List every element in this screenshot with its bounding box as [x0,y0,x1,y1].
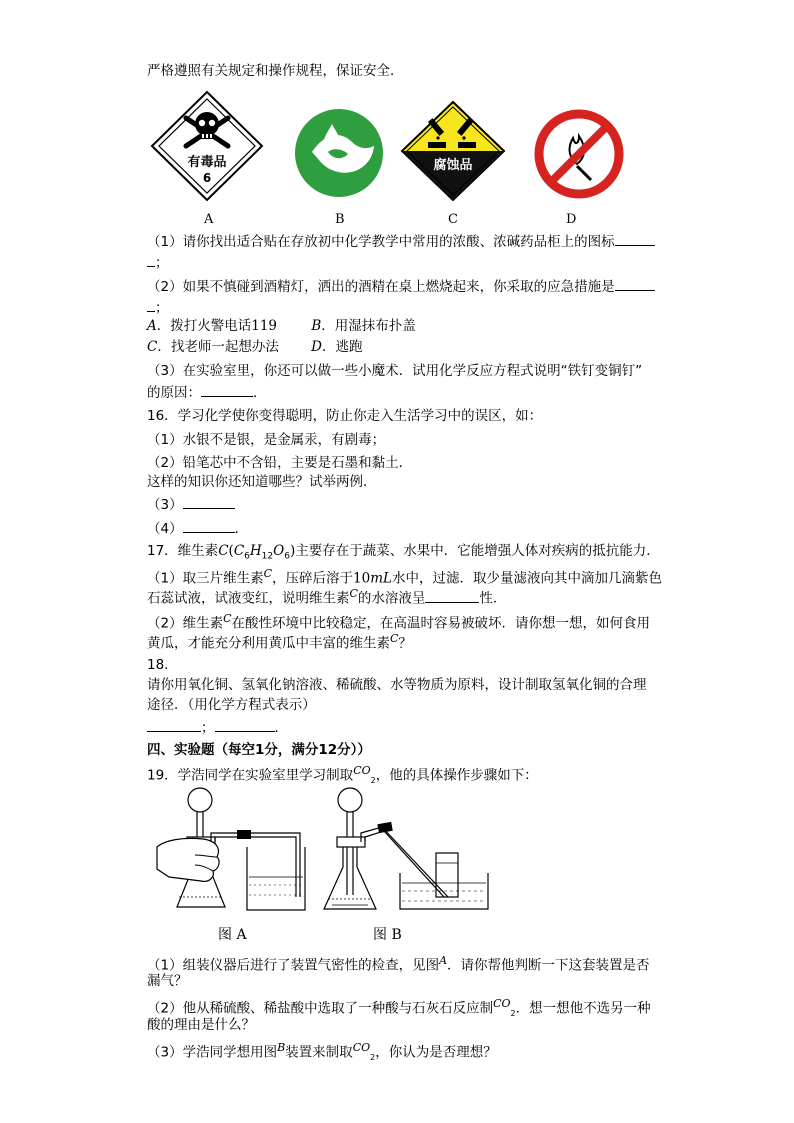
q19-title-a: 19．学浩同学在实验室里学习制取 [147,767,354,784]
formula: H [249,543,262,559]
q17-l4a: 黄瓜，才能充分利用黄瓜中丰富的维生素 [147,635,390,652]
vitamin-c: C [263,567,273,580]
q16-line4-text: （3） [147,497,183,513]
co2-sub: 2 [510,1009,516,1019]
q15-options-ab [147,316,416,336]
co2-formula: CO [493,997,511,1010]
corrosive-sign-icon [400,100,506,202]
answer-blank[interactable] [147,717,201,732]
q16-line3: 这样的知识你还知道哪些？试举两例． [147,474,377,490]
vitamin-c: C [390,632,399,645]
figure-ref: A [439,954,448,967]
corrosive-sign-text: 腐蚀品 [433,158,473,173]
q19-l3b: ．想一想他不选另一种 [515,1000,651,1017]
q19-l1b: ．请你帮他判断一下这套装置是否 [447,957,650,974]
q17-l2b: 的水溶液呈 [357,590,426,607]
q19-line1 [147,951,650,976]
formula: C [218,543,229,559]
q17-title-b: 主要存在于蔬菜、水果中．它能增强人体对疾病的抵抗能力． [295,543,660,559]
option-b-letter: B [311,318,322,334]
q15-part1-text: （1）请你找出适合贴在存放初中化学教学中常用的浓酸、浓碱药品柜上的图标 [147,234,615,250]
toxic-sign-icon [150,90,264,202]
q15-part2 [147,276,655,297]
answer-blank[interactable] [201,382,253,397]
formula: ( [228,543,234,559]
answer-blank[interactable] [215,717,275,732]
q15-part2-text: （2）如果不慎碰到酒精灯，洒出的酒精在桌上燃烧起来，你采取的应急措施是 [147,279,615,295]
separator: ； [201,720,215,736]
toxic-sign-text: 有毒品 [187,155,227,170]
figure-a-caption: 图 A [218,927,247,943]
q16-title: 16．学习化学使你变得聪明，防止你走入生活学习中的误区，如： [147,408,543,424]
figure-ref: B [277,1041,286,1054]
q18-line2: 途径．（用化学方程式表示） [147,697,316,713]
q18-line3 [147,717,288,738]
q19-l3a: （2）他从稀硫酸、稀盐酸中选取了一种酸与石灰石反应制 [147,1000,494,1017]
answer-blank[interactable] [615,231,655,246]
co2-formula: CO [353,764,371,777]
sign-label-c: C [448,212,458,227]
q16-line1: （1）水银不是银，是金属汞，有剧毒； [147,432,386,448]
formula-sub: 6 [284,551,290,562]
water-saving-sign-icon [292,108,386,198]
option-d-letter: D [311,339,322,355]
sign-label-a: A [204,212,214,227]
no-open-flame-sign-icon [533,108,625,200]
formula: O [273,543,285,559]
figure-b-caption: 图 B [373,927,402,943]
volume-unit: mL [370,570,392,587]
period: ． [234,521,249,537]
answer-blank[interactable] [183,518,235,533]
vitamin-c: C [349,587,358,600]
co2-formula: CO [352,1041,371,1054]
q15-part3-cont [147,382,267,403]
q19-title-b: ，他的具体操作步骤如下： [375,767,538,784]
figure-a-apparatus [155,785,315,920]
q19-line4: 酸的理由是什么？ [147,1017,255,1033]
q19-line2: 漏气？ [147,973,188,989]
option-c-letter: C [147,339,158,355]
sign-label-b: B [335,212,345,227]
co2-sub: 2 [370,776,376,786]
volume-number: 10 [353,570,371,587]
formula: ) [289,543,296,559]
q19-l5c: ，你认为是否理想？ [375,1044,497,1061]
q16-line5-text: （4） [147,521,183,537]
option-a-text: ．拨打火警电话 [156,318,252,334]
q17-title-a: 17．维生素 [147,543,219,559]
q17-l3a: （2）维生素 [147,615,224,632]
q19-line5 [147,1038,497,1068]
q19-l5b: 装置来制取 [285,1044,353,1061]
q15-options-cd [147,337,362,357]
q15-part2-tail [147,297,169,318]
q15-part3-cont-text: 的原因： [147,385,201,401]
answer-blank[interactable] [147,252,155,267]
q16-line4 [147,494,235,515]
formula-sub: 12 [261,551,274,562]
option-a-number: 119 [251,318,278,334]
co2-sub: 2 [370,1053,376,1063]
q19-l5a: （3）学浩同学想用图 [147,1044,278,1061]
section-4-heading: 四、实验题（每空1分，满分12分）） [147,742,371,758]
q17-l1b: ，压碎后溶于 [272,570,354,587]
q15-part3: （3）在实验室里，你还可以做一些小魔术．试用化学反应方程式说明“铁钉变铜钉” [147,363,643,379]
answer-blank[interactable] [425,588,479,603]
period: ． [274,720,288,736]
q17-l2a: 石蕊试液，试液变红，说明维生素 [147,590,350,607]
q18-line1: 请你用氧化铜、氢氧化钠溶液、稀硫酸、水等物质为原料，设计制取氢氧化铜的合理 [147,677,647,693]
q17-title [147,541,660,567]
q17-l1c: 水中，过滤．取少量滤液向其中滴加几滴紫色 [391,570,662,587]
sign-label-d: D [566,212,577,227]
option-a-letter: A [147,318,157,334]
q15-part1-tail-text: ； [155,255,169,271]
q17-l4b: ？ [398,635,412,652]
answer-blank[interactable] [615,276,655,291]
period: ． [253,385,267,401]
q18-number: 18． [147,657,178,673]
formula: C [233,543,245,559]
formula-sub: 6 [244,551,250,562]
vitamin-c: C [223,612,232,625]
q17-l2c: 性． [479,590,507,607]
q16-line2: （2）铅笔芯中不含铅，主要是石墨和黏土． [147,455,413,471]
q15-part1 [147,231,655,252]
intro-text: 严格遵照有关规定和操作规程，保证安全． [147,63,404,79]
q15-part2-tail-text: ； [155,300,169,316]
option-b-text: ．用湿抹布扑盖 [321,318,416,334]
option-c-text: ．找老师一起想办法 [157,339,279,355]
q17-l3b: 在酸性环境中比较稳定，在高温时容易被破坏．请你想一想，如何食用 [231,615,651,632]
q17-line4 [147,629,412,654]
answer-blank[interactable] [147,297,155,312]
toxic-sign-number: 6 [202,171,212,185]
option-d-text: ．逃跑 [321,339,363,355]
q15-part1-tail [147,252,169,273]
q17-l1a: （1）取三片维生素 [147,570,264,587]
answer-blank[interactable] [183,494,235,509]
q16-line5 [147,518,248,539]
q17-line2 [147,584,506,609]
q19-l1a: （1）组装仪器后进行了装置气密性的检查，见图 [147,957,440,974]
figure-b-apparatus [320,785,495,920]
